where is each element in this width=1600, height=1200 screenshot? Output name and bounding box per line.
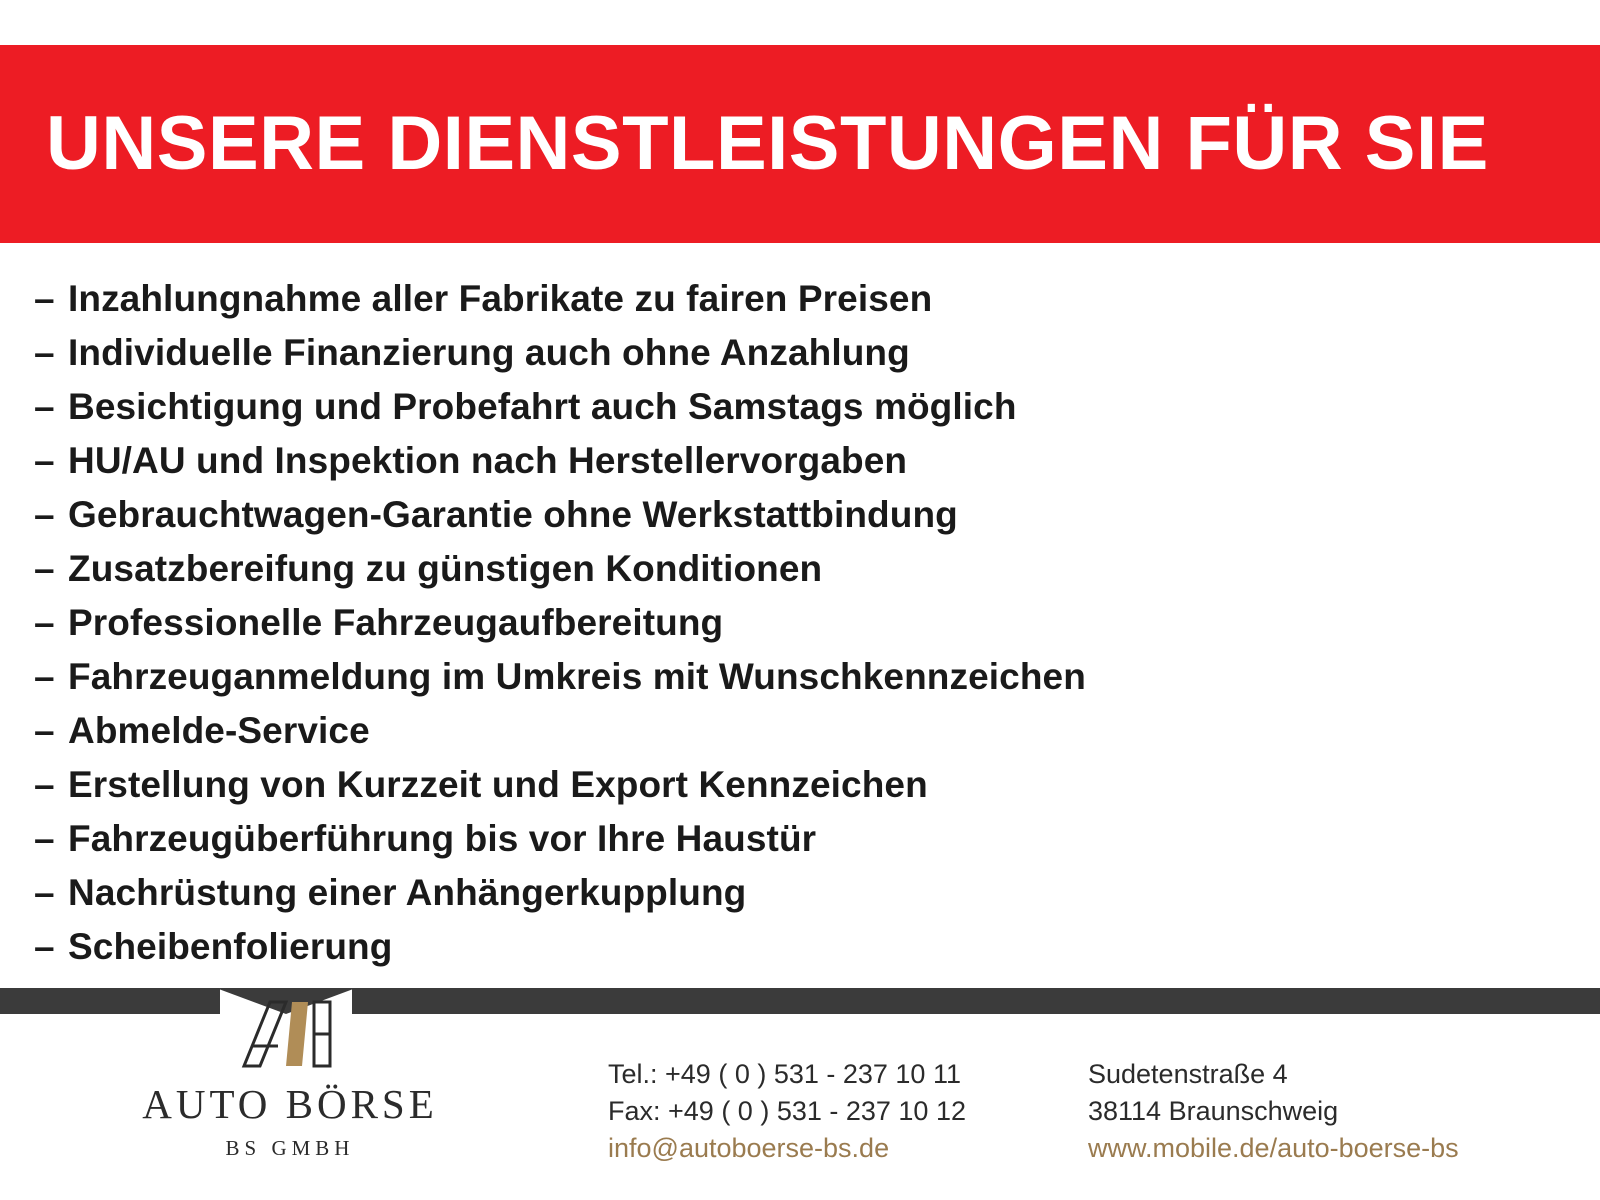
list-item <box>34 650 1600 704</box>
company-subtitle: BS GMBH <box>225 1136 355 1160</box>
bullet-dash: – <box>34 602 55 643</box>
email-address[interactable]: info@autoboerse-bs.de <box>608 1133 890 1163</box>
footer-divider-right <box>352 988 1600 1014</box>
list-item-label: Fahrzeugüberführung bis vor Ihre Haustür <box>68 818 817 859</box>
ab-monogram-icon <box>230 1000 350 1070</box>
list-item <box>34 380 1600 434</box>
list-item-label: Individuelle Finanzierung auch ohne Anzahlung <box>68 332 910 373</box>
bullet-dash: – <box>34 440 55 481</box>
bullet-dash: – <box>34 386 55 427</box>
list-item-label: Inzahlungnahme aller Fabrikate zu fairen Preisen <box>68 278 933 319</box>
list-item-label: HU/AU und Inspektion nach Herstellervorgaben <box>68 440 908 481</box>
list-item-label: Erstellung von Kurzzeit und Export Kennzeichen <box>68 764 928 805</box>
list-item <box>34 542 1600 596</box>
list-item <box>34 758 1600 812</box>
bullet-dash: – <box>34 872 55 913</box>
list-item <box>34 812 1600 866</box>
list-item <box>34 434 1600 488</box>
header-banner <box>0 45 1600 243</box>
website-url[interactable]: www.mobile.de/auto-boerse-bs <box>1088 1133 1459 1163</box>
fax-number: Fax: +49 ( 0 ) 531 - 237 10 12 <box>608 1096 966 1126</box>
list-item <box>34 596 1600 650</box>
list-item-label: Professionelle Fahrzeugaufbereitung <box>68 602 724 643</box>
company-name: AUTO BÖRSE <box>142 1081 438 1127</box>
bullet-dash: – <box>34 818 55 859</box>
list-item <box>34 488 1600 542</box>
list-item-label: Gebrauchtwagen-Garantie ohne Werkstattbindung <box>68 494 958 535</box>
list-item <box>34 704 1600 758</box>
list-item <box>34 866 1600 920</box>
bullet-dash: – <box>34 926 55 967</box>
contact-address-column <box>1088 1056 1459 1167</box>
contact-phone-column <box>608 1056 966 1167</box>
bullet-dash: – <box>34 278 55 319</box>
list-item <box>34 326 1600 380</box>
page-title: UNSERE DIENSTLEISTUNGEN FÜR SIE <box>46 101 1489 186</box>
list-item-label: Abmelde-Service <box>68 710 370 751</box>
list-item-label: Scheibenfolierung <box>68 926 393 967</box>
list-item-label: Nachrüstung einer Anhängerkupplung <box>68 872 747 913</box>
bullet-dash: – <box>34 548 55 589</box>
footer <box>0 988 1600 1200</box>
list-item-label: Fahrzeuganmeldung im Umkreis mit Wunschkennzeichen <box>68 656 1086 697</box>
bullet-dash: – <box>34 656 55 697</box>
list-item-label: Zusatzbereifung zu günstigen Konditionen <box>68 548 823 589</box>
list-item-label: Besichtigung und Probefahrt auch Samstags möglich <box>68 386 1017 427</box>
services-list <box>0 272 1600 974</box>
bullet-dash: – <box>34 710 55 751</box>
street-address: Sudetenstraße 4 <box>1088 1059 1288 1089</box>
phone-number: Tel.: +49 ( 0 ) 531 - 237 10 11 <box>608 1059 961 1089</box>
bullet-dash: – <box>34 332 55 373</box>
list-item <box>34 920 1600 974</box>
company-logo <box>100 1000 480 1161</box>
bullet-dash: – <box>34 764 55 805</box>
list-item <box>34 272 1600 326</box>
bullet-dash: – <box>34 494 55 535</box>
city-address: 38114 Braunschweig <box>1088 1096 1339 1126</box>
